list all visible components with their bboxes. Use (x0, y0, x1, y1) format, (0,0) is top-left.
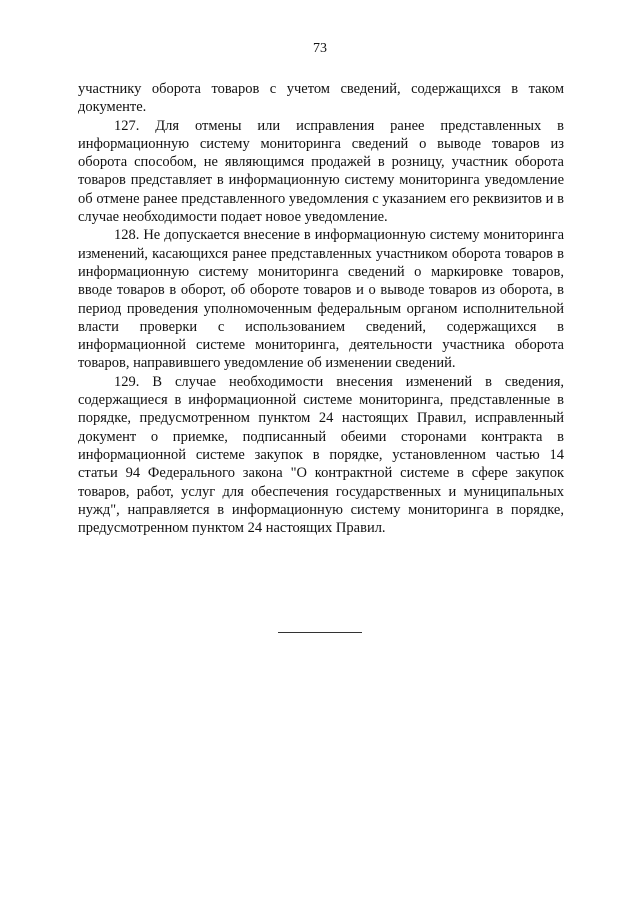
paragraph-item-128: 128. Не допускается внесение в информационную систему мониторинга изменений, касающихся ранее представленных участником оборота товаров в информационную систему мониторинга сведений о маркировке товаров, вводе товаров в оборот, об обороте товаров и о выводе товаров из оборота, в период проведения уполномоченным федеральным органом исполнительной власти проверки с использованием сведений, содержащихся в информационной системе мониторинга, деятельности участника оборота товаров, направившего уведомление об изменении сведений. (78, 227, 564, 372)
end-of-document-rule (278, 632, 362, 633)
paragraph-item-129: 129. В случае необходимости внесения изменений в сведения, содержащиеся в информационной системе мониторинга, представленные в порядке, предусмотренном пунктом 24 настоящих Правил, исправленный документ о приемке, подписанный обеими сторонами контракта в информационной системе закупок в порядке, установленном частью 14 статьи 94 Федерального закона "О контрактной системе в сфере закупок товаров, работ, услуг для обеспечения государственных и муниципальных нужд", направляется в информационную систему мониторинга в порядке, предусмотренном пунктом 24 настоящих Правил. (78, 373, 564, 537)
paragraph-continuation: участнику оборота товаров с учетом сведений, содержащихся в таком документе. (78, 81, 564, 116)
paragraph-item-127: 127. Для отмены или исправления ранее представленных в информационную систему мониторинга сведений о выводе товаров из оборота способом, не являющимся продажей в розницу, участник оборота товаров представляет в информационную систему мониторинга уведомление об отмене ранее представленного уведомления с указанием его реквизитов и в случае необходимости подает новое уведомление. (78, 117, 564, 226)
page-number: 73 (313, 41, 327, 56)
document-body (78, 80, 564, 537)
